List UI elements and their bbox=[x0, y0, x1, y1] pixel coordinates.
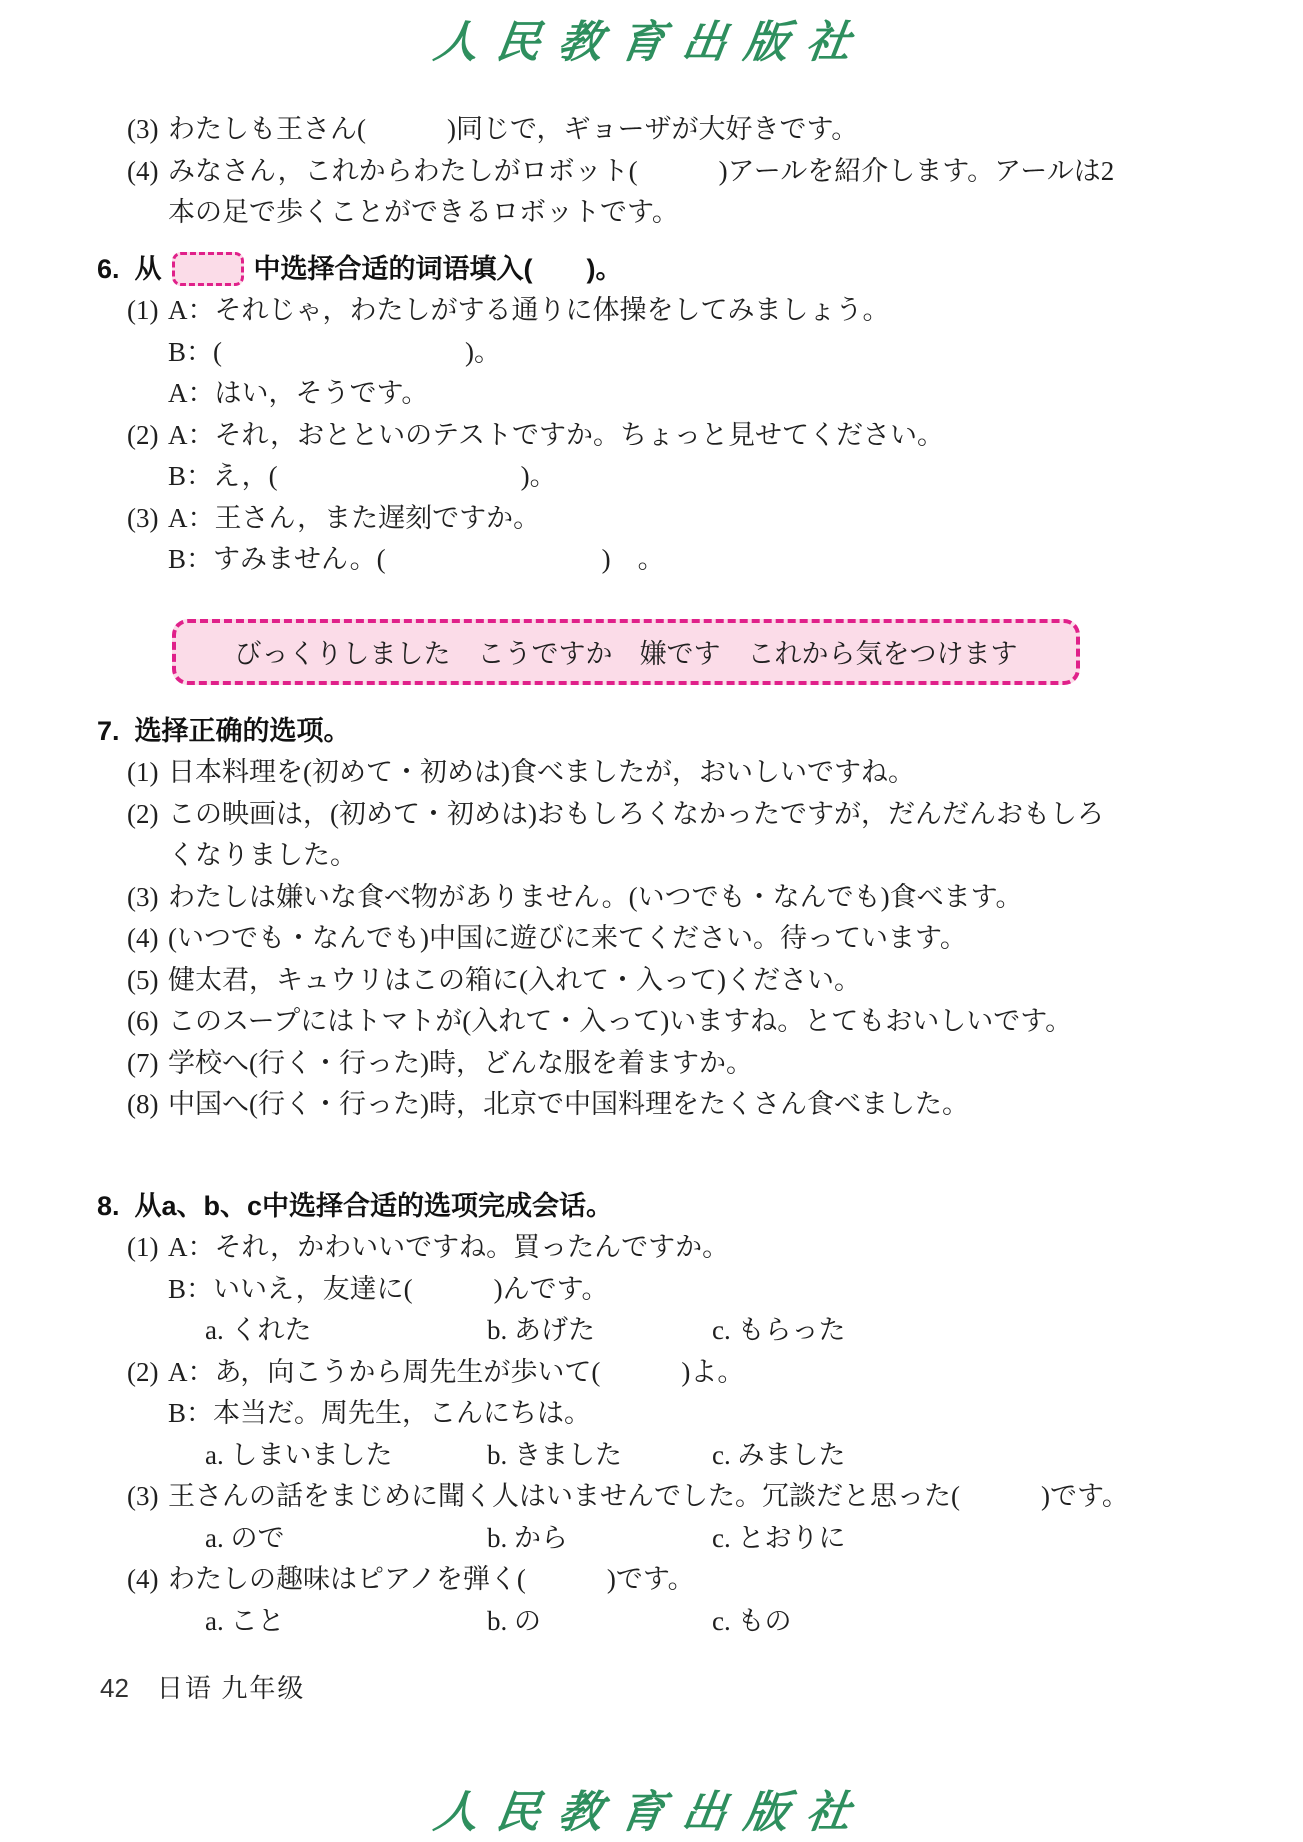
item-text: このスープにはトマトが(入れて・入って)いますね。とてもおいしいです。 bbox=[168, 1006, 1073, 1036]
option-b: b. きました bbox=[487, 1439, 622, 1470]
item-text: 中国へ(行く・行った)時，北京で中国料理をたくさん食べました。 bbox=[168, 1089, 969, 1119]
dialog-text: A：はい，そうです。 bbox=[168, 378, 429, 408]
option-b: b. から bbox=[487, 1522, 568, 1553]
exercise-8-body bbox=[0, 1227, 1303, 1642]
exercise-title-after: 中选择合适的词语填入( )。 bbox=[253, 253, 623, 284]
options-row bbox=[0, 1310, 1303, 1352]
exercise-number: 8. bbox=[97, 1190, 120, 1221]
item-number: (1) bbox=[127, 1232, 159, 1262]
dialog-text: A：それ，かわいいですね。買ったんですか。 bbox=[168, 1232, 730, 1262]
option-a: a. くれた bbox=[205, 1315, 312, 1345]
item-number: (2) bbox=[127, 798, 159, 829]
item-number: (4) bbox=[127, 1564, 159, 1594]
dialog-line bbox=[0, 1393, 1303, 1435]
dialog-text: A：それじゃ，わたしがする通りに体操をしてみましょう。 bbox=[168, 295, 890, 325]
exercise-7-body bbox=[0, 752, 1303, 1126]
dialog-line bbox=[0, 498, 1303, 540]
dialog-text: B：いいえ，友達に( )んです。 bbox=[168, 1273, 609, 1304]
list-item bbox=[0, 1043, 1303, 1085]
options-row bbox=[0, 1435, 1303, 1477]
option-b: b. の bbox=[487, 1605, 541, 1636]
item-number: (3) bbox=[127, 114, 159, 144]
list-item-continuation bbox=[0, 835, 1303, 877]
exercise-title: 选择正确的选项。 bbox=[134, 715, 351, 746]
dialog-text: B：( )。 bbox=[168, 336, 501, 367]
item-number: (6) bbox=[127, 1006, 159, 1036]
page-footer bbox=[0, 1668, 1303, 1710]
page-number: 42 bbox=[100, 1673, 129, 1703]
item-text: わたしも王さん( )同じで，ギョーザが大好きです。 bbox=[168, 114, 859, 144]
list-item bbox=[0, 151, 1303, 193]
options-row bbox=[0, 1601, 1303, 1643]
options-row bbox=[0, 1518, 1303, 1560]
book-title: 日语 九年级 bbox=[156, 1674, 306, 1703]
exercise-number: 6. bbox=[97, 253, 120, 284]
item-number: (1) bbox=[127, 295, 159, 325]
option-b: b. あげた bbox=[487, 1315, 595, 1345]
list-item bbox=[0, 877, 1303, 919]
dialog-line bbox=[0, 456, 1303, 498]
list-item-continuation bbox=[0, 192, 1303, 234]
dialog-text: A：王さん，また遅刻ですか。 bbox=[168, 502, 541, 533]
item-number: (4) bbox=[127, 155, 159, 186]
item-number: (8) bbox=[127, 1089, 159, 1119]
item-text: わたしは嫌いな食べ物がありません。(いつでも・なんでも)食べます。 bbox=[168, 881, 1023, 912]
item-number: (2) bbox=[127, 419, 159, 450]
option-c: c. みました bbox=[712, 1439, 846, 1470]
exercise-5-continuation bbox=[0, 0, 1303, 234]
item-text: わたしの趣味はピアノを弾く( )です。 bbox=[168, 1564, 695, 1594]
list-item bbox=[0, 1001, 1303, 1043]
list-item bbox=[0, 960, 1303, 1002]
item-text: この映画は，(初めて・初めは)おもしろくなかったですが，だんだんおもしろ bbox=[168, 798, 1104, 829]
publisher-logo-text: 人民教育出版社 bbox=[430, 17, 872, 68]
exercise-title-before: 从 bbox=[134, 253, 162, 284]
option-c: c. もらった bbox=[712, 1315, 846, 1345]
item-text: 本の足で歩くことができるロボットです。 bbox=[168, 197, 679, 227]
publisher-logo-text: 人民教育出版社 bbox=[430, 1787, 872, 1838]
list-item bbox=[0, 109, 1303, 151]
word-bank-placeholder-box bbox=[172, 252, 244, 286]
item-text: 学校へ(行く・行った)時，どんな服を着ますか。 bbox=[168, 1047, 753, 1078]
dialog-line bbox=[0, 539, 1303, 581]
list-item bbox=[0, 1084, 1303, 1126]
item-number: (4) bbox=[127, 923, 159, 953]
dialog-line bbox=[0, 1352, 1303, 1394]
item-text: みなさん，これからわたしがロボット( )アールを紹介します。アールは2 bbox=[168, 155, 1115, 186]
item-number: (3) bbox=[127, 881, 159, 912]
dialog-line bbox=[0, 415, 1303, 457]
list-item bbox=[0, 752, 1303, 794]
item-number: (1) bbox=[127, 757, 159, 787]
publisher-logo-bottom bbox=[0, 1776, 1303, 1840]
list-item bbox=[0, 918, 1303, 960]
item-text: 王さんの話をまじめに聞く人はいませんでした。冗談だと思った( )です。 bbox=[168, 1481, 1129, 1511]
dialog-line bbox=[0, 1227, 1303, 1269]
dialog-line bbox=[0, 290, 1303, 332]
item-text: (いつでも・なんでも)中国に遊びに来てください。待っています。 bbox=[168, 923, 967, 953]
dialog-text: B：本当だ。周先生，こんにちは。 bbox=[168, 1398, 592, 1428]
exercise-6-body bbox=[0, 290, 1303, 685]
exercise-8-heading bbox=[0, 1186, 1303, 1228]
dialog-text: A：あ，向こうから周先生が歩いて( )よ。 bbox=[168, 1356, 745, 1387]
item-number: (2) bbox=[127, 1356, 159, 1387]
dialog-text: A：それ，おとといのテストですか。ちょっと見せてください。 bbox=[168, 419, 945, 450]
dialog-text: B：すみません。( ) 。 bbox=[168, 544, 665, 574]
exercise-title: 从a、b、c中选择合适的选项完成会话。 bbox=[134, 1190, 614, 1221]
dialog-line bbox=[0, 1269, 1303, 1311]
dialog-line bbox=[0, 332, 1303, 374]
word-bank-words: びっくりしました こうですか 嫌です これから気をつけます bbox=[234, 639, 1018, 669]
dialog-line bbox=[0, 373, 1303, 415]
option-c: c. とおりに bbox=[712, 1522, 846, 1553]
item-text: 日本料理を(初めて・初めは)食べましたが，おいしいですね。 bbox=[168, 757, 915, 787]
list-item bbox=[0, 1559, 1303, 1601]
option-c: c. もの bbox=[712, 1605, 792, 1636]
word-bank bbox=[172, 619, 1080, 685]
exercise-6-heading bbox=[0, 249, 1303, 291]
item-number: (5) bbox=[127, 964, 159, 995]
item-text: 健太君，キュウリはこの箱に(入れて・入って)ください。 bbox=[168, 964, 861, 995]
exercise-number: 7. bbox=[97, 715, 120, 746]
item-number: (3) bbox=[127, 1481, 159, 1511]
option-a: a. こと bbox=[205, 1605, 285, 1636]
dialog-text: B：え，( )。 bbox=[168, 461, 557, 491]
option-a: a. ので bbox=[205, 1522, 285, 1553]
list-item bbox=[0, 794, 1303, 836]
exercise-7-heading bbox=[0, 711, 1303, 753]
item-text: くなりました。 bbox=[168, 840, 357, 870]
item-number: (7) bbox=[127, 1047, 159, 1078]
option-a: a. しまいました bbox=[205, 1439, 393, 1470]
item-number: (3) bbox=[127, 502, 159, 533]
list-item bbox=[0, 1476, 1303, 1518]
